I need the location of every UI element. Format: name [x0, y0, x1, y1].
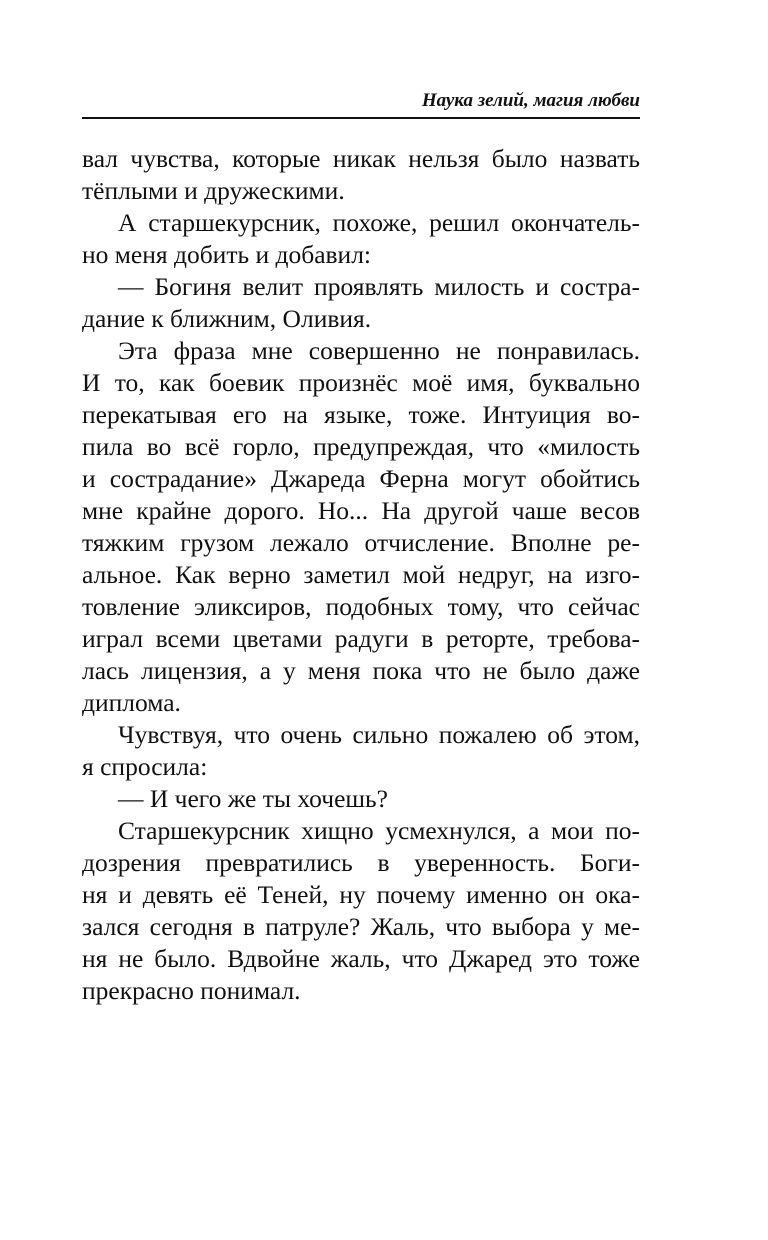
text-line: мне крайне дорого. Но... На другой чаше весов	[82, 496, 640, 525]
text-line: дание к ближним, Оливия.	[82, 304, 372, 333]
text-line: — И чего же ты хочешь?	[118, 784, 388, 813]
text-line: прекрасно понимал.	[82, 976, 301, 1005]
text-line: И то, как боевик произнёс моё имя, буквально	[82, 368, 640, 397]
text-line: зался сегодня в патруле? Жаль, что выбора у ме-	[82, 912, 640, 941]
text-line: и сострадание» Джареда Ферна могут обойтись	[82, 464, 640, 493]
text-line: альное. Как верно заметил мой недруг, на изго-	[82, 560, 640, 589]
text-line: Старшекурсник хищно усмехнулся, а мои по-	[118, 816, 640, 845]
text-line: диплома.	[82, 688, 181, 717]
text-line: товление эликсиров, подобных тому, что сейчас	[82, 592, 640, 621]
text-line: Чувствуя, что очень сильно пожалею об этом,	[118, 720, 640, 749]
running-header-title: Наука зелий, магия любви	[421, 90, 640, 111]
text-line: но меня добить и добавил:	[82, 240, 372, 269]
body-text	[82, 143, 640, 1007]
text-line: А старшекурсник, похоже, решил окончатель-	[118, 208, 640, 237]
text-line: Эта фраза мне совершенно не понравилась.	[118, 336, 640, 365]
text-line: ня и девять её Теней, ну почему именно он ока-	[82, 880, 640, 909]
text-line: дозрения превратились в уверенность. Боги-	[82, 848, 640, 877]
text-line: — Богиня велит проявлять милость и состра-	[118, 272, 640, 301]
text-line: тёплыми и дружескими.	[82, 176, 345, 205]
text-line: играл всеми цветами радуги в реторте, требова-	[82, 624, 640, 653]
text-line: пила во всё горло, предупреждая, что «милость	[82, 432, 640, 461]
header-divider	[82, 117, 640, 119]
text-line: перекатывая его на языке, тоже. Интуиция во-	[82, 400, 640, 429]
text-line: тяжким грузом лежало отчисление. Вполне ре-	[82, 528, 640, 557]
text-line: лась лицензия, а у меня пока что не было даже	[82, 656, 640, 685]
text-line: я спросила:	[82, 752, 208, 781]
text-line: вал чувства, которые никак нельзя было назвать	[82, 144, 640, 173]
text-line: ня не было. Вдвойне жаль, что Джаред это тоже	[82, 944, 640, 973]
